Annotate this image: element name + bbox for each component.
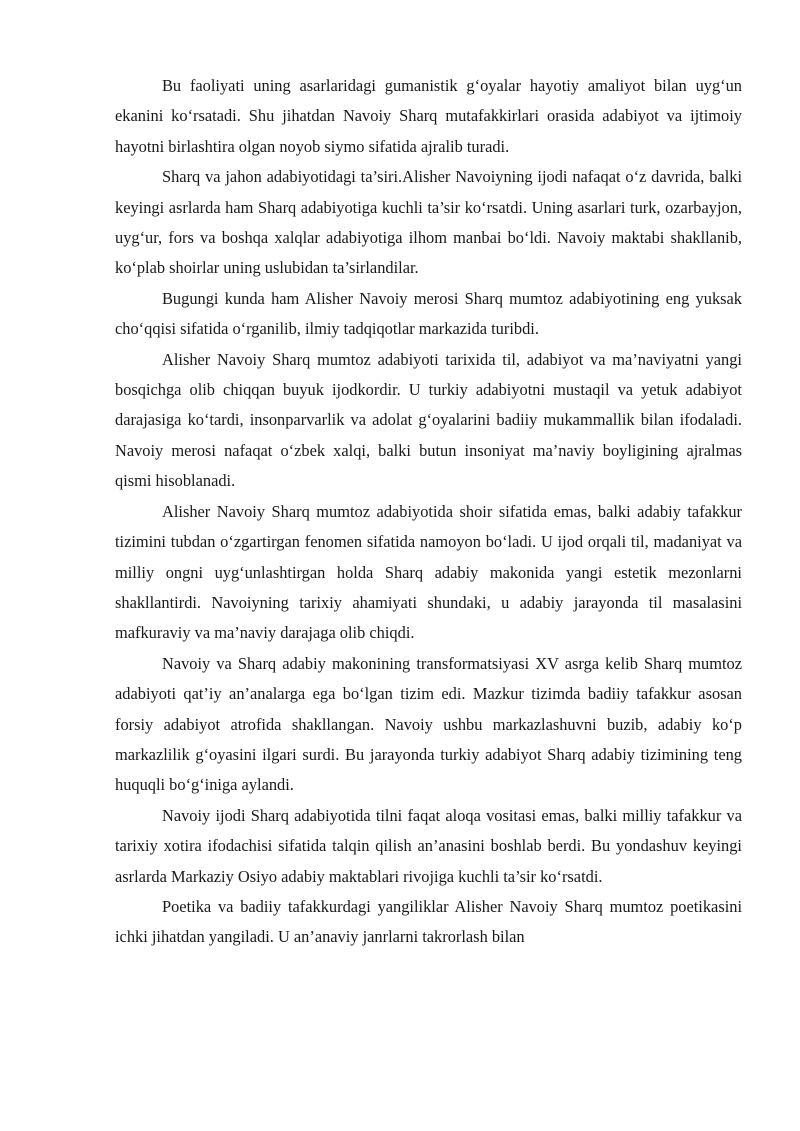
- paragraph-5: Alisher Navoiy Sharq mumtoz adabiyotida shoir sifatida emas, balki adabiy tafakkur tizimini tubdan o‘zgartirgan fenomen sifatida namoyon bo‘ladi. U ijod orqali til, madaniyat va milliy ongni uyg‘unlashtirgan holda Sharq adabiy makonida yangi estetik mezonlarni shakllantirdi. Navoiyning tarixiy ahamiyati shundaki, u adabiy jarayonda til masalasini mafkuraviy va ma’naviy darajaga olib chiqdi.: [115, 501, 742, 643]
- paragraph-1: Bu faoliyati uning asarlaridagi gumanistik g‘oyalar hayotiy amaliyot bilan uyg‘un ekanini ko‘rsatadi. Shu jihatdan Navoiy Sharq mutafakkirlari orasida adabiyot va ijtimoiy hayotni birlashtira olgan noyob siymo sifatida ajralib turadi.: [115, 76, 742, 156]
- document-page: [115, 71, 742, 953]
- paragraph-6: Navoiy va Sharq adabiy makonining transformatsiyasi XV asrga kelib Sharq mumtoz adabiyoti qat’iy an’analarga ega bo‘lgan tizim edi. Mazkur tizimda badiiy tafakkur asosan forsiy adabiyot atrofida shakllangan. Navoiy ushbu markazlashuvni buzib, adabiy ko‘p markazlilik g‘oyasini ilgari surdi. Bu jarayonda turkiy adabiyot Sharq adabiy tizimining teng huquqli bo‘g‘iniga aylandi.: [115, 653, 742, 795]
- paragraph-4: Alisher Navoiy Sharq mumtoz adabiyoti tarixida til, adabiyot va ma’naviyatni yangi bosqichga olib chiqqan buyuk ijodkordir. U turkiy adabiyotni mustaqil va yetuk adabiyot darajasiga ko‘tardi, insonparvarlik va adolat g‘oyalarini badiiy mukammallik bilan ifodaladi. Navoiy merosi nafaqat o‘zbek xalqi, balki butun insoniyat ma’naviy boyligining ajralmas qismi hisoblanadi.: [115, 349, 742, 491]
- paragraph-7: Navoiy ijodi Sharq adabiyotida tilni faqat aloqa vositasi emas, balki milliy tafakkur va tarixiy xotira ifodachisi sifatida talqin qilish an’anasini boshlab berdi. Bu yondashuv keyingi asrlarda Markaziy Osiyo adabiy maktablari rivojiga kuchli ta’sir ko‘rsatdi.: [115, 805, 742, 886]
- paragraph-3: Bugungi kunda ham Alisher Navoiy merosi Sharq mumtoz adabiyotining eng yuksak cho‘qqisi sifatida o‘rganilib, ilmiy tadqiqotlar markazida turibdi.: [115, 288, 742, 339]
- paragraph-2: Sharq va jahon adabiyotidagi ta’siri.Alisher Navoiyning ijodi nafaqat o‘z davrida, balki keyingi asrlarda ham Sharq adabiyotiga kuchli ta’sir ko‘rsatdi. Uning asarlari turk, ozarbayjon, uyg‘ur, fors va boshqa xalqlar adabiyotiga ilhom manbai bo‘ldi. Navoiy maktabi shakllanib, ko‘plab shoirlar uning uslubidan ta’sirlandilar.: [115, 167, 742, 278]
- paragraph-8: Poetika va badiiy tafakkurdagi yangiliklar Alisher Navoiy Sharq mumtoz poetikasini ichki jihatdan yangiladi. U an’anaviy janrlarni takrorlash bilan: [115, 896, 742, 947]
